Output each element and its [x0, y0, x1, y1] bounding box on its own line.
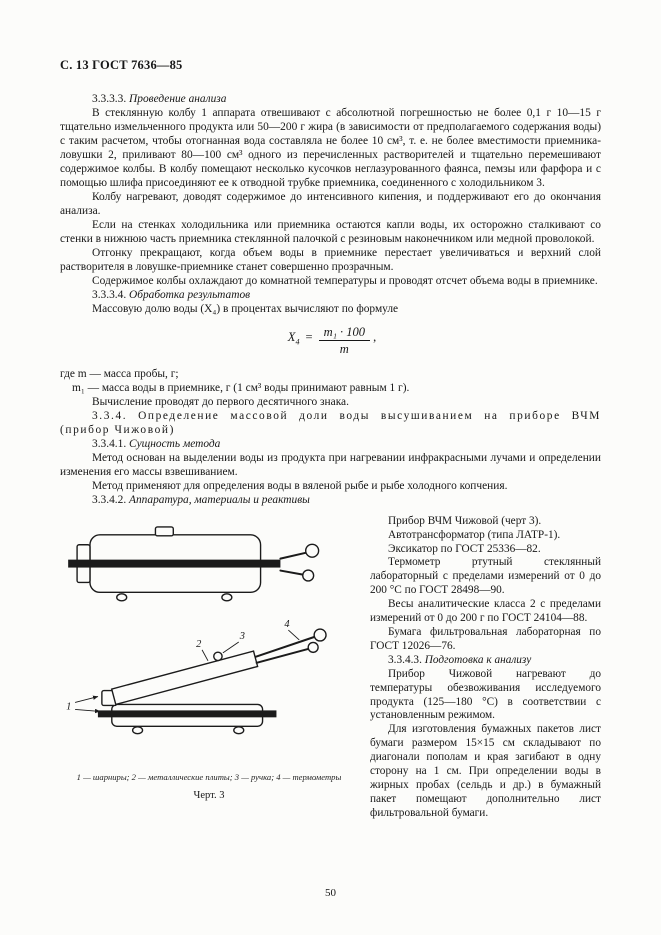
formula-equals: = [305, 329, 313, 344]
figure-label-2: 2 [196, 638, 202, 650]
section-number: 3.3.4.2. [92, 493, 127, 506]
paragraph-cool: Содержимое колбы охлаждают до комнатной температуры и проводят отсчет объема воды в приемнике. [92, 275, 598, 287]
paragraph-calc: Вычисление проводят до первого десятичного знака. [92, 395, 349, 408]
handle-knob [214, 652, 222, 660]
section-number: 3.3.4.1. [92, 437, 127, 450]
section-title: Обработка результатов [129, 289, 251, 301]
paragraph-method-2: Метод применяют для определения воды в вяленой рыбе и рыбе холодного копчения. [92, 479, 508, 492]
main-text-block [60, 92, 601, 507]
formula-comma: , [373, 329, 377, 344]
section-heading-3.3.4.3 [370, 654, 601, 668]
paragraph-formula-intro: Массовую долю воды (X₄) в процентах вычисляют по формуле [92, 303, 399, 315]
figure-legend: 1 — шарниры; 2 — металлические плиты; 3 — ручка; 4 — термометры [76, 771, 342, 782]
paragraph-stop: Отгонку прекращают, когда объем воды в приемнике перестает увеличиваться и верхний слой растворителя в ловушке-приемнике станет совершенно прозрачным. [60, 247, 601, 273]
section-number: 3.3.3.3. [92, 93, 127, 105]
chizhova-device-figure [60, 515, 358, 759]
where-line-1: где m — масса пробы, г; [60, 367, 179, 380]
paragraph-desiccator: Эксикатор по ГОСТ 25336—82. [388, 542, 541, 555]
paragraph-transformer: Автотрансформатор (типа ЛАТР-1). [388, 528, 561, 541]
section-heading-3.3.4.2 [60, 493, 601, 507]
section-title: Проведение анализа [129, 93, 227, 105]
section-number: 3.3.4.3. [388, 653, 422, 666]
formula [60, 325, 601, 357]
paragraph-device: Прибор ВЧМ Чижовой (черт 3). [388, 514, 542, 527]
section-heading-3.3.3.3 [60, 92, 601, 106]
paragraph-prep-1: Прибор Чижовой нагревают до температуры обезвоживания исследуемого продукта (125—180 °С) в соответствии с установленным режимом. [370, 667, 601, 722]
right-column [370, 515, 601, 821]
paragraph-method-1: Метод основан на выделении воды из продукта при нагревании инфракрасными лучами и определении изменения его массы взвешиванием. [60, 451, 601, 478]
where-line-2: m₁ — масса воды в приемнике, г (1 см³ воды принимают равным 1 г). [72, 381, 410, 394]
figure-callouts [66, 619, 299, 712]
section-heading-3.3.3.4 [60, 288, 601, 302]
paragraph-flask: В стеклянную колбу 1 аппарата отвешивают с абсолютной погрешностью не более 0,1 г 10—15 г тщательно измельченного продукта или 50—200 г жира (в зависимости от предполагаемого содержания воды) с таким расчетом, чтобы отогнанная вода составляла не более 10 см³, т. е. не более вместимости приемника-ловушки 2, приливают 80—100 см³ одного из перечисленных растворителей и тщательно перемешивают содержимое колбы. В колбу помещают несколько кусочков неглазурованного фаянса, пемзы или фарфора и с помощью шлифа присоединяют ее к отводной трубке приемника, соединенного с холодильником 3. [60, 107, 601, 189]
device-closed-view [68, 527, 318, 601]
formula-denominator: m [339, 342, 349, 357]
formula-fraction [319, 325, 371, 357]
paragraph-filter-paper: Бумага фильтровальная лабораторная по ГОСТ 12026—76. [370, 626, 601, 652]
thermometer-bulb [314, 629, 326, 641]
section-title: Сущность метода [129, 437, 221, 450]
figure-block [60, 515, 358, 802]
two-column-section [60, 515, 601, 821]
paragraph-heat: Колбу нагревают, доводят содержимое до интенсивного кипения, и поддерживают его до окончания анализа. [60, 191, 601, 217]
section-title: Аппаратура, материалы и реактивы [129, 493, 310, 506]
figure-label-4: 4 [284, 618, 290, 630]
page-number: 50 [325, 887, 336, 899]
paragraph-prep-2: Для изготовления бумажных пакетов лист бумаги размером 15×15 см складывают по диагонали пополам и края загибают в одну сторону на 1 см. При определении воды в жирных пробах (сельдь и др.) в бумажный пакет помещают дополнительно лист фильтровальной бумаги. [370, 723, 601, 819]
section-number: 3.3.3.4. [92, 289, 127, 301]
device-open-view [98, 629, 326, 734]
figure-caption: Черт. 3 [193, 790, 225, 802]
formula-variable: X [287, 329, 296, 344]
paragraph-scales: Весы аналитические класса 2 с пределами измерений от 0 до 200 г по ГОСТ 24104—88. [370, 598, 601, 625]
formula-numerator: m₁ · 100 [319, 325, 371, 341]
thermometer-bulb [308, 642, 318, 652]
paragraph-thermometer: Термометр ртутный стеклянный лабораторный с пределами измерений от 0 до 200 °С по ГОСТ 28498—90. [370, 556, 601, 597]
section-heading-3.3.4.1 [60, 437, 601, 451]
page-header: С. 13 ГОСТ 7636—85 [60, 58, 183, 72]
figure-label-3: 3 [239, 630, 245, 642]
section-title: Подготовка к анализу [424, 653, 532, 666]
section-heading-3.3.4: 3.3.4. Определение массовой доли воды высушиванием на приборе ВЧМ (прибор Чижовой) [60, 409, 601, 436]
formula-lhs [287, 329, 300, 347]
figure-label-1: 1 [66, 701, 72, 713]
formula-subscript: 4 [295, 337, 300, 347]
paragraph-drops: Если на стенках холодильника или приемника остаются капли воды, их осторожно сталкивают со стенки в нижнюю часть приемника стеклянной палочкой с резиновым наконечником или медной проволокой. [60, 219, 601, 245]
